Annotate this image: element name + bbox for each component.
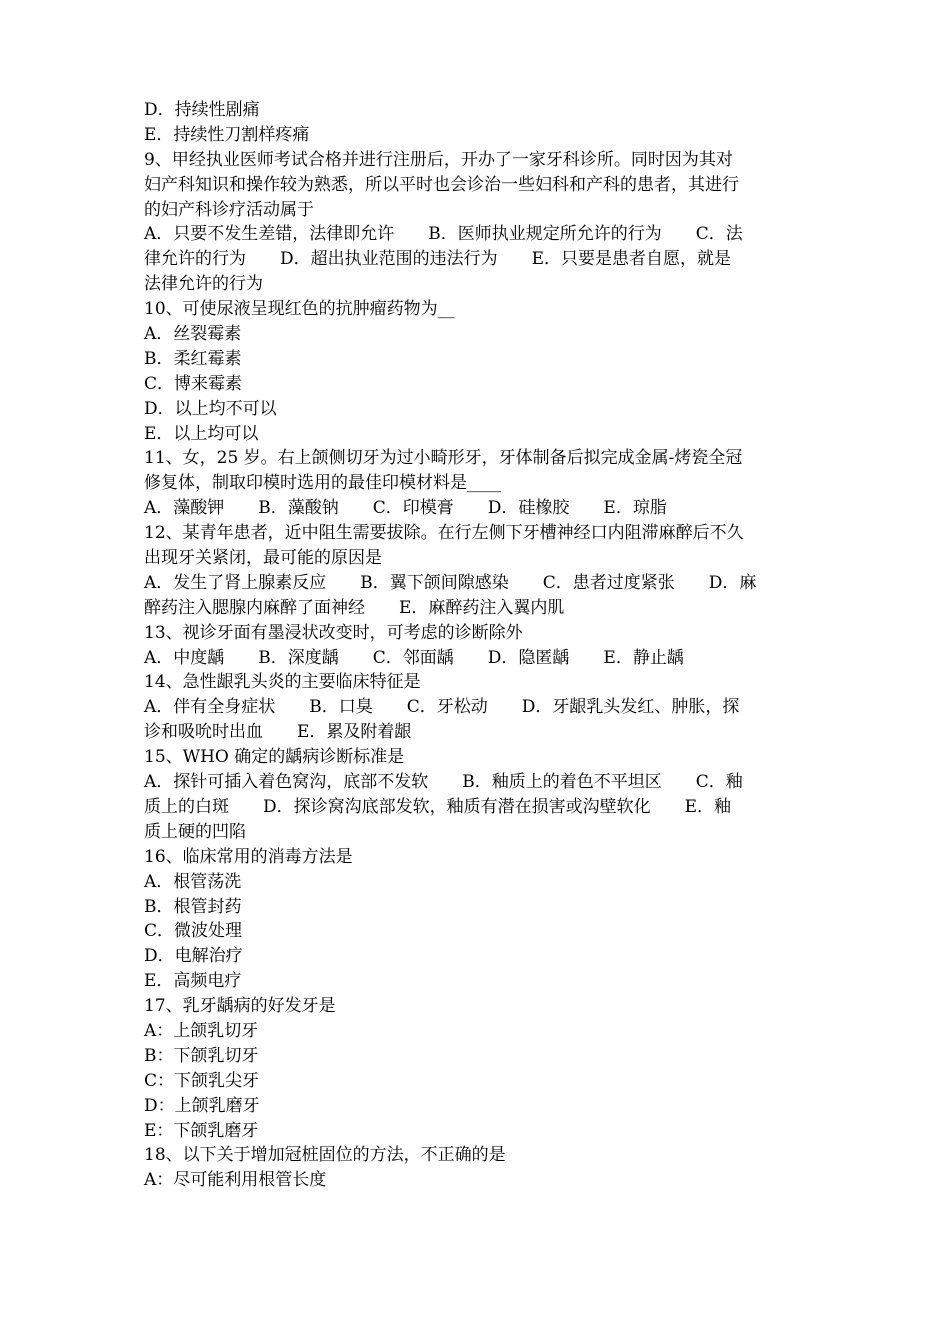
question-11-stem: 修复体，制取印模时选用的最佳印模材料是____ bbox=[144, 473, 501, 494]
question-18-option: A：尽可能利用根管长度 bbox=[144, 1170, 327, 1191]
question-12-options: 醉药注入腮腺内麻醉了面神经 E．麻醉药注入翼内肌 bbox=[144, 597, 565, 618]
question-9-stem: 9、甲经执业医师考试合格并进行注册后，开办了一家牙科诊所。同时因为其对 bbox=[144, 149, 733, 170]
question-16-option: A．根管荡洗 bbox=[144, 871, 242, 892]
question-10-option: A．丝裂霉素 bbox=[144, 324, 242, 345]
question-9-options: 律允许的行为 D．超出执业范围的违法行为 E．只要是患者自愿，就是 bbox=[144, 249, 732, 270]
question-9-stem: 的妇产科诊疗活动属于 bbox=[144, 199, 314, 220]
text-line: E．持续性刀割样疼痛 bbox=[144, 124, 310, 145]
question-15-options: 质上硬的凹陷 bbox=[144, 821, 246, 842]
question-13-stem: 13、视诊牙面有墨浸状改变时，可考虑的诊断除外 bbox=[144, 622, 523, 643]
question-16-stem: 16、临床常用的消毒方法是 bbox=[144, 846, 353, 867]
question-17-stem: 17、乳牙龋病的好发牙是 bbox=[144, 996, 336, 1017]
question-17-option: A：上颌乳切牙 bbox=[144, 1020, 259, 1041]
question-18-stem: 18、以下关于增加冠桩固位的方法，不正确的是 bbox=[144, 1145, 506, 1166]
text-line: D．持续性剧痛 bbox=[144, 100, 260, 120]
question-12-stem: 出现牙关紧闭，最可能的原因是 bbox=[144, 548, 382, 569]
question-17-option: C：下颌乳尖牙 bbox=[144, 1070, 260, 1091]
question-12-stem: 12、某青年患者，近中阻生需要拔除。在行左侧下牙槽神经口内阻滞麻醉后不久 bbox=[144, 523, 744, 544]
question-16-option: B．根管封药 bbox=[144, 896, 242, 917]
question-15-stem: 15、WHO 确定的龋病诊断标准是 bbox=[144, 747, 405, 768]
question-10-stem: 10、可使尿液呈现红色的抗肿瘤药物为__ bbox=[144, 299, 455, 320]
question-11-options: A．藻酸钾 B．藻酸钠 C．印模膏 D．硅橡胶 E．琼脂 bbox=[144, 498, 667, 519]
question-16-option: C．微波处理 bbox=[144, 921, 243, 942]
question-11-stem: 11、女，25 岁。右上颌侧切牙为过小畸形牙，牙体制备后拟完成金属-烤瓷全冠 bbox=[144, 448, 743, 469]
document-body bbox=[144, 98, 808, 1193]
question-16-option: D．电解治疗 bbox=[144, 946, 243, 967]
question-12-options: A．发生了肾上腺素反应 B．翼下颌间隙感染 C．患者过度紧张 D．麻 bbox=[144, 572, 757, 593]
question-9-options: A．只要不发生差错，法律即允许 B．医师执业规定所允许的行为 C．法 bbox=[144, 224, 743, 245]
question-14-stem: 14、急性龈乳头炎的主要临床特征是 bbox=[144, 672, 421, 693]
question-10-option: D．以上均不可以 bbox=[144, 398, 277, 419]
question-9-stem: 妇产科知识和操作较为熟悉，所以平时也会诊治一些妇科和产科的患者，其进行 bbox=[144, 174, 739, 195]
question-10-option: B．柔红霉素 bbox=[144, 348, 242, 369]
question-10-option: E．以上均可以 bbox=[144, 423, 259, 444]
question-17-option: E：下颌乳磨牙 bbox=[144, 1120, 259, 1141]
question-17-option: B：下颌乳切牙 bbox=[144, 1045, 259, 1066]
question-15-options: 质上的白斑 D．探诊窝沟底部发软，釉质有潜在损害或沟壁软化 E．釉 bbox=[144, 796, 732, 817]
question-9-options: 法律允许的行为 bbox=[144, 274, 263, 295]
question-16-option: E．高频电疗 bbox=[144, 971, 242, 992]
question-13-options: A．中度龋 B．深度龋 C．邻面龋 D．隐匿龋 E．静止龋 bbox=[144, 647, 684, 668]
question-14-options: A．伴有全身症状 B．口臭 C．牙松动 D．牙龈乳头发红、肿胀，探 bbox=[144, 697, 740, 718]
question-14-options: 诊和吸吮时出血 E．累及附着龈 bbox=[144, 722, 412, 743]
question-15-options: A．探针可插入着色窝沟，底部不发软 B．釉质上的着色不平坦区 C．釉 bbox=[144, 772, 743, 793]
question-10-option: C．博来霉素 bbox=[144, 373, 243, 394]
question-17-option: D：上颌乳磨牙 bbox=[144, 1095, 260, 1116]
